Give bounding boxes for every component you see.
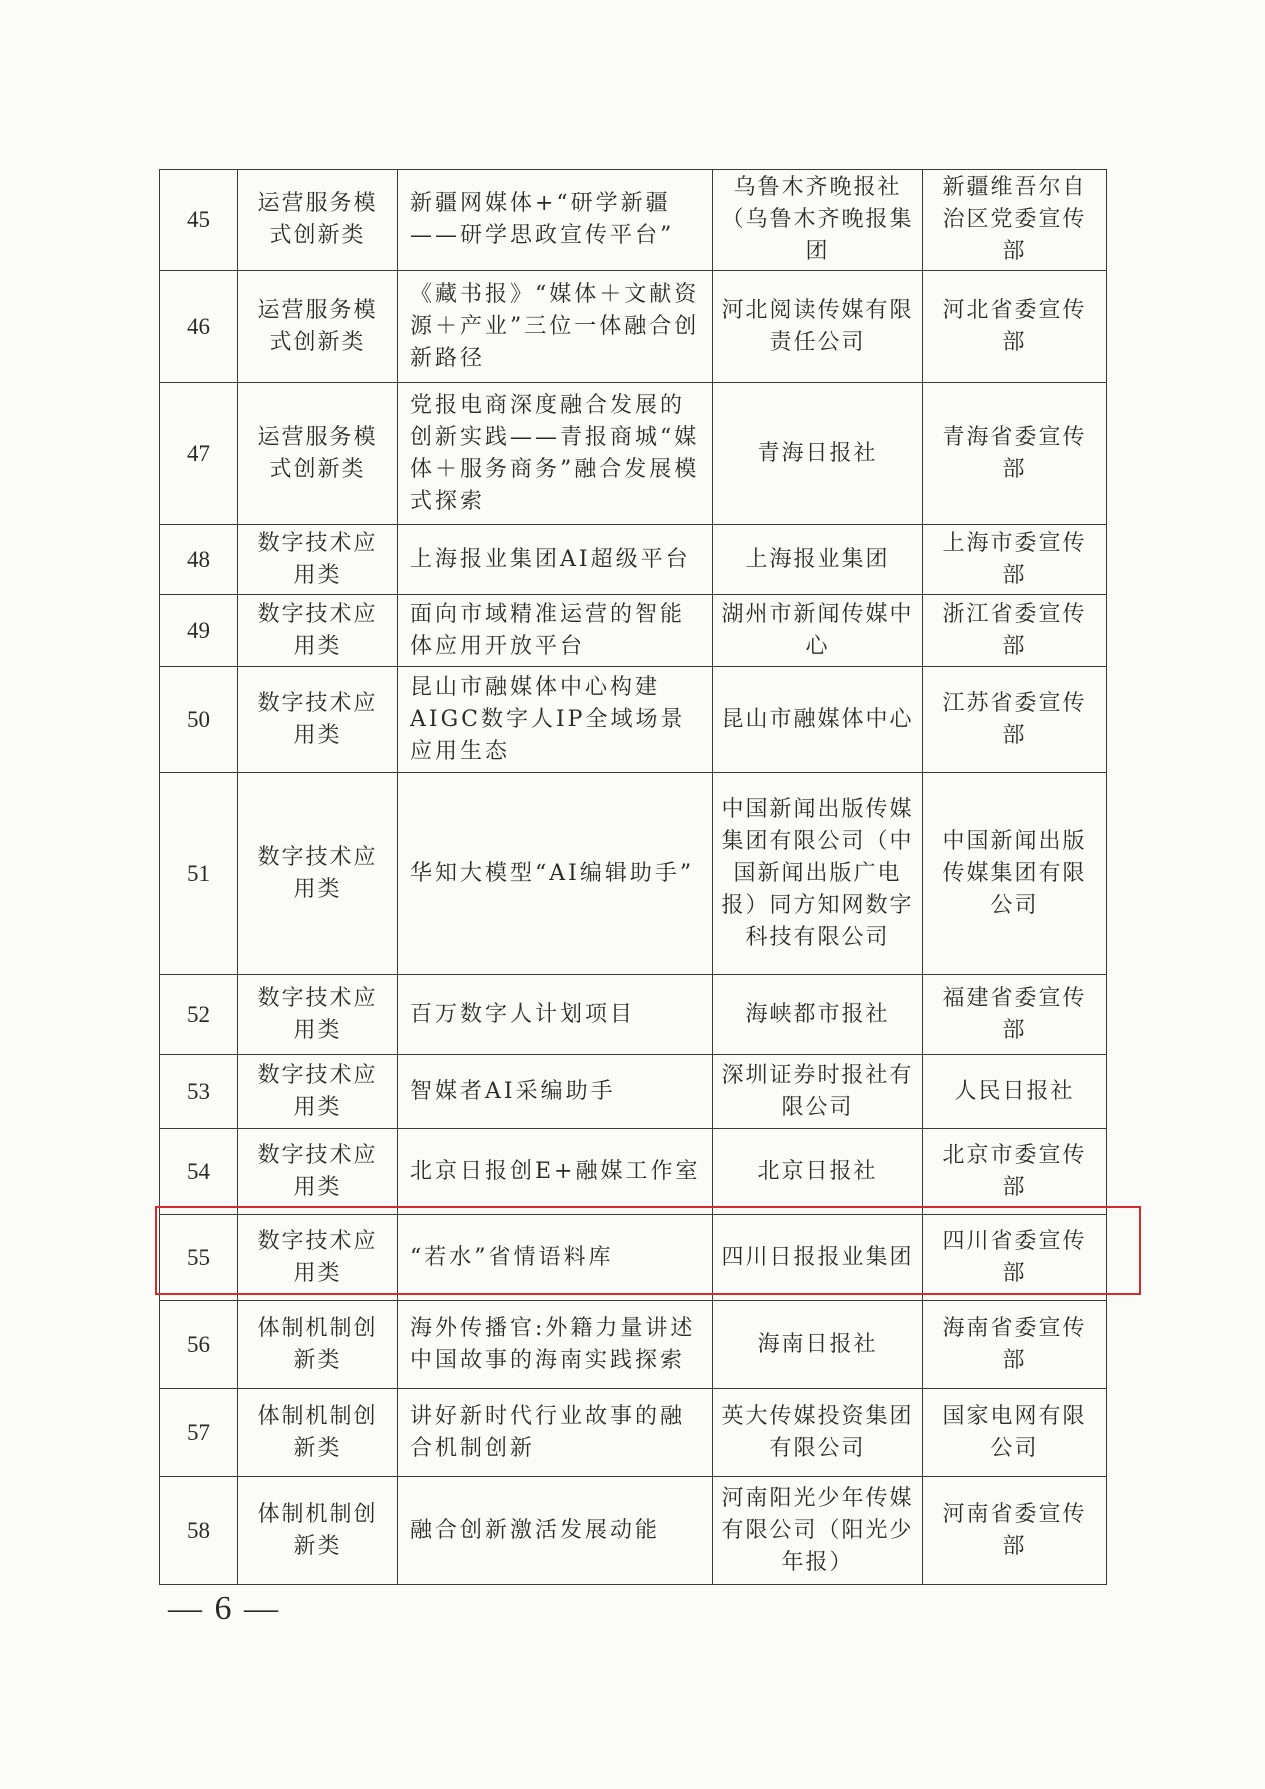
row-organization: 英大传媒投资集团有限公司 xyxy=(713,1389,923,1477)
row-project-name: 海外传播官:外籍力量讲述中国故事的海南实践探索 xyxy=(398,1301,713,1389)
row-project-name: 华知大模型“AI编辑助手” xyxy=(398,773,713,975)
row-department: 青海省委宣传部 xyxy=(923,383,1107,525)
row-project-name: 百万数字人计划项目 xyxy=(398,975,713,1055)
row-category: 数字技术应用类 xyxy=(238,975,398,1055)
row-number: 56 xyxy=(160,1301,238,1389)
row-category: 数字技术应用类 xyxy=(238,1129,398,1215)
row-organization: 上海报业集团 xyxy=(713,525,923,595)
row-number: 51 xyxy=(160,773,238,975)
row-department: 北京市委宣传部 xyxy=(923,1129,1107,1215)
table-row xyxy=(160,1129,1107,1215)
row-department: 上海市委宣传部 xyxy=(923,525,1107,595)
row-department: 福建省委宣传部 xyxy=(923,975,1107,1055)
row-number: 58 xyxy=(160,1477,238,1585)
row-organization: 昆山市融媒体中心 xyxy=(713,667,923,773)
table-row xyxy=(160,1477,1107,1585)
row-number: 45 xyxy=(160,170,238,271)
row-category: 运营服务模式创新类 xyxy=(238,271,398,383)
row-project-name: “若水”省情语料库 xyxy=(398,1215,713,1301)
row-number: 49 xyxy=(160,595,238,667)
table-row xyxy=(160,595,1107,667)
row-department: 人民日报社 xyxy=(923,1055,1107,1129)
row-number: 47 xyxy=(160,383,238,525)
row-organization: 河北阅读传媒有限责任公司 xyxy=(713,271,923,383)
row-project-name: 智媒者AI采编助手 xyxy=(398,1055,713,1129)
row-project-name: 党报电商深度融合发展的创新实践——青报商城“媒体＋服务商务”融合发展模式探索 xyxy=(398,383,713,525)
row-category: 运营服务模式创新类 xyxy=(238,170,398,271)
page-number: — 6 — xyxy=(168,1590,280,1627)
table-row xyxy=(160,1301,1107,1389)
row-project-name: 《藏书报》“媒体＋文献资源＋产业”三位一体融合创新路径 xyxy=(398,271,713,383)
row-number: 53 xyxy=(160,1055,238,1129)
row-project-name: 融合创新激活发展动能 xyxy=(398,1477,713,1585)
row-number: 46 xyxy=(160,271,238,383)
table-row xyxy=(160,271,1107,383)
row-number: 52 xyxy=(160,975,238,1055)
row-department: 海南省委宣传部 xyxy=(923,1301,1107,1389)
table-row xyxy=(160,975,1107,1055)
row-number: 57 xyxy=(160,1389,238,1477)
table-row xyxy=(160,1055,1107,1129)
row-category: 数字技术应用类 xyxy=(238,773,398,975)
row-category: 体制机制创新类 xyxy=(238,1477,398,1585)
table-row xyxy=(160,773,1107,975)
row-category: 数字技术应用类 xyxy=(238,1215,398,1301)
row-project-name: 昆山市融媒体中心构建AIGC数字人IP全域场景应用生态 xyxy=(398,667,713,773)
row-project-name: 面向市域精准运营的智能体应用开放平台 xyxy=(398,595,713,667)
row-category: 数字技术应用类 xyxy=(238,525,398,595)
row-organization: 乌鲁木齐晚报社（乌鲁木齐晚报集团 xyxy=(713,170,923,271)
row-category: 数字技术应用类 xyxy=(238,1055,398,1129)
project-table xyxy=(159,169,1107,1585)
row-project-name: 新疆网媒体+“研学新疆——研学思政宣传平台” xyxy=(398,170,713,271)
row-category: 体制机制创新类 xyxy=(238,1301,398,1389)
table-row xyxy=(160,1389,1107,1477)
row-category: 数字技术应用类 xyxy=(238,595,398,667)
row-organization: 北京日报社 xyxy=(713,1129,923,1215)
row-number: 54 xyxy=(160,1129,238,1215)
row-organization: 深圳证券时报社有限公司 xyxy=(713,1055,923,1129)
row-department: 江苏省委宣传部 xyxy=(923,667,1107,773)
table-row-highlighted xyxy=(160,1215,1107,1301)
row-department: 新疆维吾尔自治区党委宣传部 xyxy=(923,170,1107,271)
row-department: 河南省委宣传部 xyxy=(923,1477,1107,1585)
row-category: 体制机制创新类 xyxy=(238,1389,398,1477)
row-department: 四川省委宣传部 xyxy=(923,1215,1107,1301)
row-organization: 中国新闻出版传媒集团有限公司（中国新闻出版广电报）同方知网数字科技有限公司 xyxy=(713,773,923,975)
row-number: 48 xyxy=(160,525,238,595)
row-department: 浙江省委宣传部 xyxy=(923,595,1107,667)
table-row xyxy=(160,383,1107,525)
row-project-name: 讲好新时代行业故事的融合机制创新 xyxy=(398,1389,713,1477)
table-row xyxy=(160,667,1107,773)
row-project-name: 北京日报创E+融媒工作室 xyxy=(398,1129,713,1215)
row-organization: 海峡都市报社 xyxy=(713,975,923,1055)
row-organization: 青海日报社 xyxy=(713,383,923,525)
table-row xyxy=(160,170,1107,271)
row-category: 运营服务模式创新类 xyxy=(238,383,398,525)
row-organization: 河南阳光少年传媒有限公司（阳光少年报） xyxy=(713,1477,923,1585)
row-department: 国家电网有限公司 xyxy=(923,1389,1107,1477)
row-organization: 湖州市新闻传媒中心 xyxy=(713,595,923,667)
row-department: 中国新闻出版传媒集团有限公司 xyxy=(923,773,1107,975)
row-category: 数字技术应用类 xyxy=(238,667,398,773)
row-project-name: 上海报业集团AI超级平台 xyxy=(398,525,713,595)
row-organization: 海南日报社 xyxy=(713,1301,923,1389)
table-body xyxy=(160,170,1107,1585)
row-number: 55 xyxy=(160,1215,238,1301)
table-row xyxy=(160,525,1107,595)
row-department: 河北省委宣传部 xyxy=(923,271,1107,383)
row-organization: 四川日报报业集团 xyxy=(713,1215,923,1301)
row-number: 50 xyxy=(160,667,238,773)
